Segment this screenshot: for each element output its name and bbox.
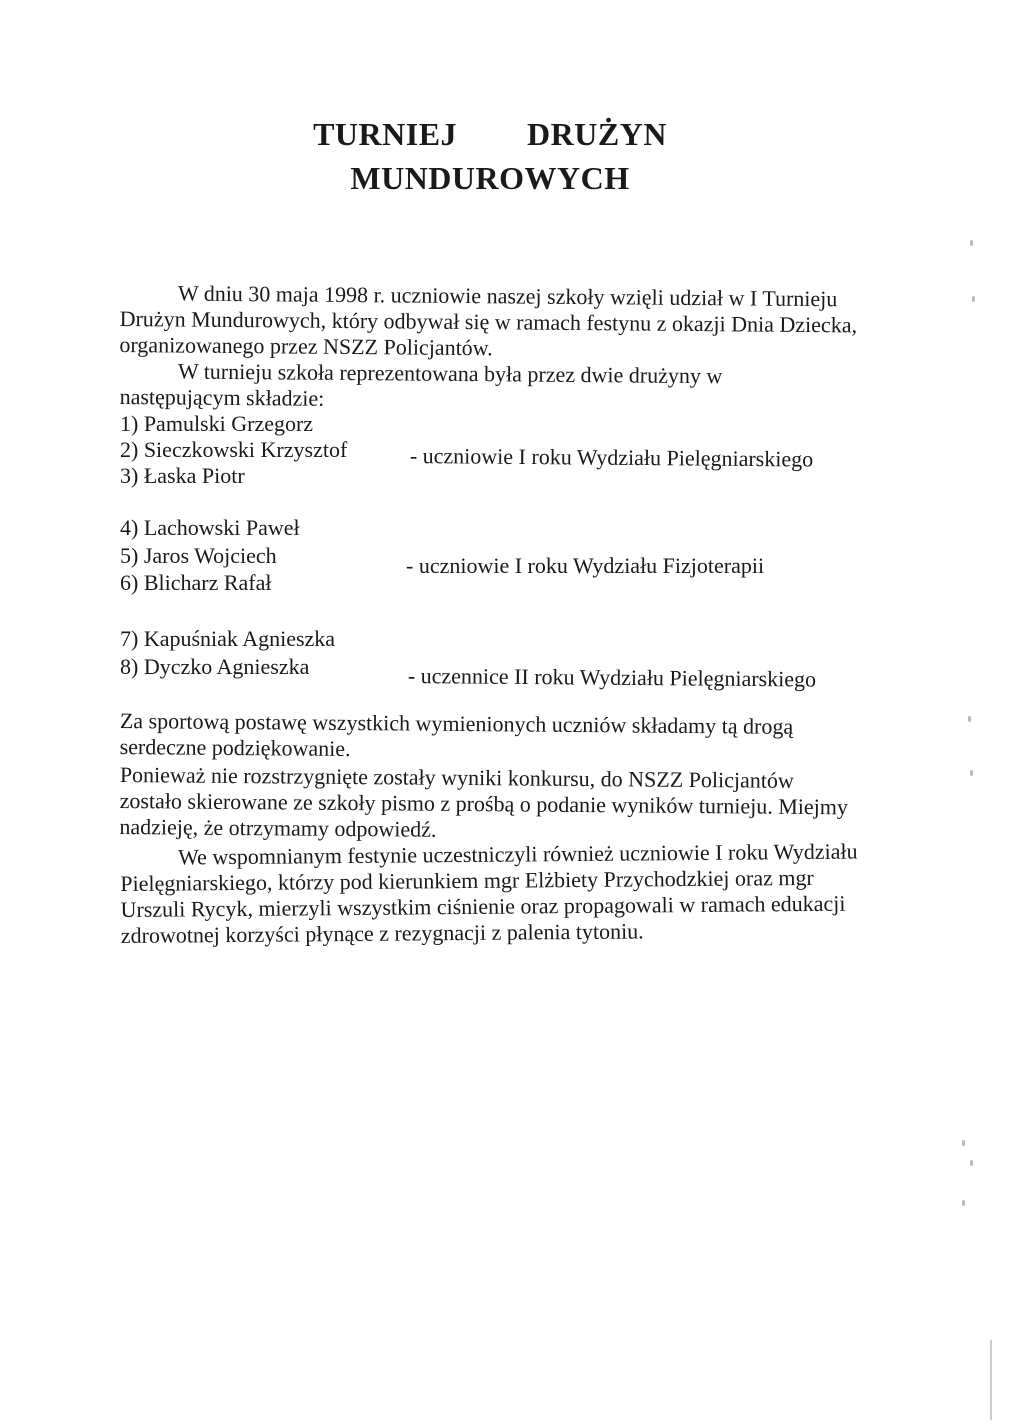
scan-speck xyxy=(962,1200,965,1206)
teams-intro-paragraph: W turnieju szkoła reprezentowana była przez dwie drużyny w następującym składzie: xyxy=(119,358,723,411)
team-member: 2) Sieczkowski Krzysztof xyxy=(120,437,348,462)
scan-speck xyxy=(962,1140,965,1146)
team-description: - uczniowie I roku Wydziału Pielęgniarskiego xyxy=(409,442,814,472)
title-word-druzyn: DRUŻYN xyxy=(527,116,667,152)
document-title xyxy=(250,112,730,200)
team-member: 8) Dyczko Agnieszka xyxy=(120,654,310,679)
scan-speck xyxy=(968,716,971,722)
scan-speck xyxy=(970,770,973,776)
team-member: 5) Jaros Wojciech xyxy=(120,543,277,568)
intro-paragraph: W dniu 30 maja 1998 r. uczniowie naszej szkoły wzięli udział w I Turnieju Drużyn Mundurowych, który odbywał się w ramach festynu z okazji Dnia Dziecka, organizowanego przez NSZZ Policjantów. xyxy=(119,280,858,361)
festival-paragraph: We wspomnianym festynie uczestniczyli również uczniowie I roku Wydziału Pielęgniarskiego, którzy pod kierunkiem mgr Elżbiety Przychodzkiej oraz mgr Urszuli Rycyk, mierzyli wszystkim ciśnienie oraz propagowali w ramach edukacji zdrowotnej korzyści płynące z rezygnacji z palenia tytoniu. xyxy=(120,838,858,948)
scan-speck xyxy=(972,296,975,302)
thanks-paragraph: Za sportową postawę wszystkich wymienionych uczniów składamy tą drogą serdeczne podziękowanie. xyxy=(119,708,794,762)
results-paragraph: Ponieważ nie rozstrzygnięte zostały wyniki konkursu, do NSZZ Policjantów zostało skierowane ze szkoły pismo z prośbą o podanie wyników turnieju. Miejmy nadzieję, że otrzymamy odpowiedź. xyxy=(119,762,849,842)
title-word-mundurowych: MUNDUROWYCH xyxy=(350,160,630,196)
team-member: 6) Blicharz Rafał xyxy=(120,570,272,595)
team-description: - uczniowie I roku Wydziału Fizjoterapii xyxy=(406,553,765,578)
team-member: 3) Łaska Piotr xyxy=(120,463,245,488)
scan-edge-line xyxy=(990,1340,992,1420)
team-member: 7) Kapuśniak Agnieszka xyxy=(120,626,336,651)
team-member: 4) Lachowski Paweł xyxy=(120,515,300,540)
team-member: 1) Pamulski Grzegorz xyxy=(120,411,314,436)
team-description: - uczennice II roku Wydziału Pielęgniarskiego xyxy=(407,662,817,692)
scan-speck xyxy=(970,240,973,246)
scan-speck xyxy=(970,1160,973,1166)
title-word-turniej: TURNIEJ xyxy=(313,116,458,152)
